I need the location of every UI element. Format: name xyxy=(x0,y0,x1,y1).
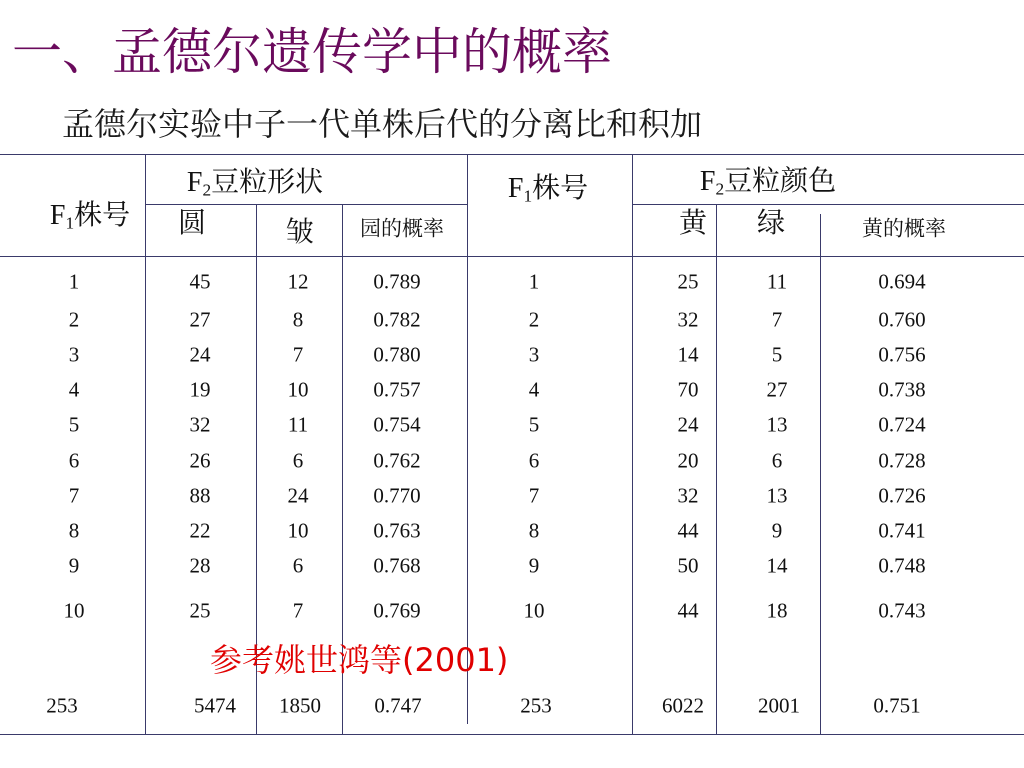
cell-round: 25 xyxy=(189,598,211,623)
cell-green: 11 xyxy=(766,269,788,294)
cell-yellow: 32 xyxy=(677,483,699,508)
cell-wrinkled: 24 xyxy=(287,483,309,508)
cell-yellow-probability: 0.748 xyxy=(878,553,926,578)
total-yellow: 6022 xyxy=(662,693,704,718)
cell-wrinkled: 6 xyxy=(292,448,304,473)
cell-round: 19 xyxy=(189,377,211,402)
header-round-probability: 园的概率 xyxy=(360,216,444,241)
cell-plant-no: 1 xyxy=(68,269,80,294)
cell-yellow-probability: 0.728 xyxy=(878,448,926,473)
cell-green: 9 xyxy=(771,518,783,543)
total-green: 2001 xyxy=(758,693,800,718)
cell-green: 27 xyxy=(766,377,788,402)
header-left-f1-plant-no: $F_1$株号 xyxy=(49,200,131,233)
cell-round-probability: 0.769 xyxy=(373,598,421,623)
cell-round-probability: 0.754 xyxy=(373,412,421,437)
cell-plant-no-right: 3 xyxy=(528,342,540,367)
col-divider-f1-right xyxy=(632,154,633,734)
cell-round: 32 xyxy=(189,412,211,437)
cell-wrinkled: 12 xyxy=(287,269,309,294)
cell-round-probability: 0.782 xyxy=(373,307,421,332)
cell-round: 26 xyxy=(189,448,211,473)
cell-wrinkled: 10 xyxy=(287,377,309,402)
header-green: 绿 xyxy=(756,208,786,239)
col-divider-yellow xyxy=(716,204,717,734)
header-seed-shape: $F_2$豆粒形状 xyxy=(186,167,324,200)
cell-yellow-probability: 0.743 xyxy=(878,598,926,623)
cell-round: 24 xyxy=(189,342,211,367)
page-subtitle: 孟德尔实验中子一代单株后代的分离比和积加 xyxy=(62,105,703,143)
cell-wrinkled: 6 xyxy=(292,553,304,578)
cell-plant-no: 3 xyxy=(68,342,80,367)
total-round: 5474 xyxy=(194,693,236,718)
right-subheader-rule xyxy=(632,204,1024,205)
total-plants-right: 253 xyxy=(520,693,552,718)
total-wrinkled: 1850 xyxy=(279,693,321,718)
header-right-f1-plant-no: $F_1$株号 xyxy=(507,173,589,206)
cell-yellow: 25 xyxy=(677,269,699,294)
cell-plant-no-right: 9 xyxy=(528,553,540,578)
cell-yellow-probability: 0.738 xyxy=(878,377,926,402)
header-seed-color: $F_2$豆粒颜色 xyxy=(699,166,837,199)
cell-yellow: 32 xyxy=(677,307,699,332)
cell-plant-no-right: 4 xyxy=(528,377,540,402)
table-top-rule xyxy=(0,154,1024,155)
cell-green: 6 xyxy=(771,448,783,473)
cell-yellow: 44 xyxy=(677,518,699,543)
cell-green: 14 xyxy=(766,553,788,578)
header-wrinkled: 皱 xyxy=(285,217,315,248)
cell-wrinkled: 8 xyxy=(292,307,304,332)
cell-yellow-probability: 0.726 xyxy=(878,483,926,508)
cell-wrinkled: 10 xyxy=(287,518,309,543)
cell-round-probability: 0.757 xyxy=(373,377,421,402)
col-divider-f1-left xyxy=(145,154,146,734)
cell-round-probability: 0.770 xyxy=(373,483,421,508)
cell-yellow: 44 xyxy=(677,598,699,623)
col-divider-green xyxy=(820,214,821,734)
cell-green: 13 xyxy=(766,412,788,437)
cell-round: 22 xyxy=(189,518,211,543)
cell-wrinkled: 7 xyxy=(292,342,304,367)
cell-green: 18 xyxy=(766,598,788,623)
cell-plant-no: 8 xyxy=(68,518,80,543)
cell-plant-no-right: 10 xyxy=(523,598,545,623)
total-round-probability: 0.747 xyxy=(374,693,422,718)
cell-yellow-probability: 0.756 xyxy=(878,342,926,367)
cell-plant-no-right: 8 xyxy=(528,518,540,543)
cell-plant-no-right: 7 xyxy=(528,483,540,508)
cell-green: 13 xyxy=(766,483,788,508)
cell-yellow: 14 xyxy=(677,342,699,367)
cell-plant-no-right: 2 xyxy=(528,307,540,332)
cell-plant-no: 6 xyxy=(68,448,80,473)
cell-round: 45 xyxy=(189,269,211,294)
reference-note: 参考姚世鸿等(2001) xyxy=(210,641,509,679)
header-bottom-rule xyxy=(0,256,1024,257)
cell-round: 88 xyxy=(189,483,211,508)
header-yellow-probability: 黄的概率 xyxy=(862,216,946,241)
cell-plant-no: 9 xyxy=(68,553,80,578)
cell-yellow-probability: 0.741 xyxy=(878,518,926,543)
cell-plant-no-right: 6 xyxy=(528,448,540,473)
cell-green: 5 xyxy=(771,342,783,367)
cell-plant-no: 4 xyxy=(68,377,80,402)
cell-yellow-probability: 0.694 xyxy=(878,269,926,294)
table-bottom-rule xyxy=(0,734,1024,735)
cell-yellow: 24 xyxy=(677,412,699,437)
cell-plant-no: 10 xyxy=(63,598,85,623)
cell-round: 28 xyxy=(189,553,211,578)
cell-round-probability: 0.768 xyxy=(373,553,421,578)
cell-plant-no: 5 xyxy=(68,412,80,437)
cell-round: 27 xyxy=(189,307,211,332)
cell-round-probability: 0.762 xyxy=(373,448,421,473)
cell-wrinkled: 11 xyxy=(287,412,309,437)
cell-green: 7 xyxy=(771,307,783,332)
total-plants-left: 253 xyxy=(46,693,78,718)
col-divider-middle xyxy=(467,154,468,724)
cell-yellow: 70 xyxy=(677,377,699,402)
cell-round-probability: 0.763 xyxy=(373,518,421,543)
cell-plant-no: 2 xyxy=(68,307,80,332)
total-yellow-probability: 0.751 xyxy=(873,693,921,718)
cell-round-probability: 0.789 xyxy=(373,269,421,294)
cell-plant-no: 7 xyxy=(68,483,80,508)
cell-plant-no-right: 5 xyxy=(528,412,540,437)
page-title: 一、孟德尔遗传学中的概率 xyxy=(12,23,612,81)
cell-yellow-probability: 0.760 xyxy=(878,307,926,332)
header-round: 圆 xyxy=(177,208,207,239)
cell-yellow: 20 xyxy=(677,448,699,473)
left-subheader-rule xyxy=(145,204,467,205)
cell-plant-no-right: 1 xyxy=(528,269,540,294)
cell-wrinkled: 7 xyxy=(292,598,304,623)
cell-yellow-probability: 0.724 xyxy=(878,412,926,437)
header-yellow: 黄 xyxy=(678,208,708,239)
cell-round-probability: 0.780 xyxy=(373,342,421,367)
cell-yellow: 50 xyxy=(677,553,699,578)
